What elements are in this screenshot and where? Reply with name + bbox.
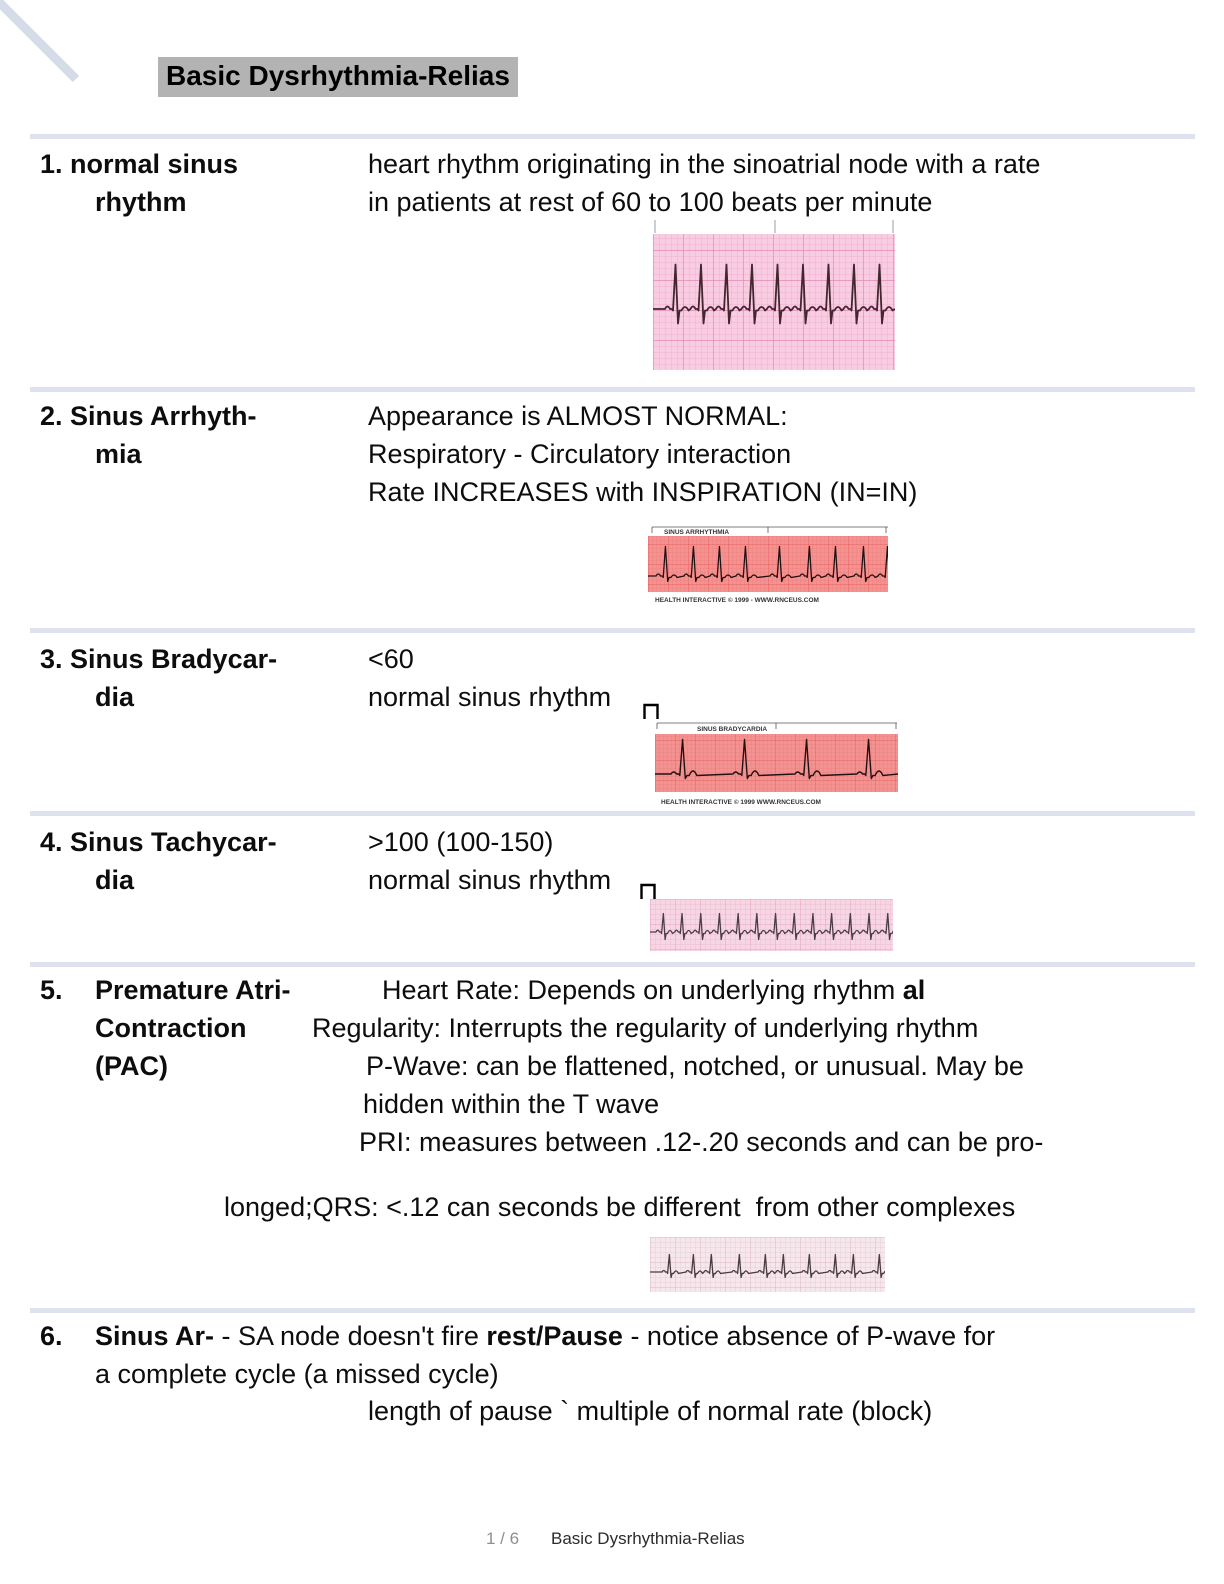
section-divider <box>30 628 1195 633</box>
term-line: dia <box>95 682 135 712</box>
definition-line: longed;QRS: <.12 can seconds be different from other complexes <box>224 1192 1016 1222</box>
section-divider <box>30 387 1195 392</box>
definition-segment: Heart Rate: Depends on underlying rhythm <box>382 975 903 1005</box>
section-divider <box>30 134 1195 139</box>
term-number: 6. <box>40 1321 63 1351</box>
definition-line: P-Wave: can be flattened, notched, or unusual. May be <box>366 1051 1024 1081</box>
definition-line: heart rhythm originating in the sinoatrial node with a rate <box>368 149 1041 179</box>
definition-line: a complete cycle (a missed cycle) <box>95 1359 499 1389</box>
term-segment-bold: Sinus Ar- <box>95 1321 215 1351</box>
ecg-sinus-arrhythmia-image <box>648 524 888 604</box>
definition-line: Respiratory - Circulatory interaction <box>368 439 792 469</box>
ecg-strip-title: SINUS ARRHYTHMIA <box>664 529 730 536</box>
definition-segment: - SA node doesn't fire <box>214 1321 487 1351</box>
definition-line: normal sinus rhythm <box>368 865 612 895</box>
ecg-strip-credit: HEALTH INTERACTIVE © 1999 - WWW.RNCEUS.COM <box>655 597 819 604</box>
term-line: mia <box>95 439 142 469</box>
definition-line: in patients at rest of 60 to 100 beats per minute <box>368 187 933 217</box>
definition-line: >100 (100-150) <box>368 827 554 857</box>
term-line: Contraction <box>95 1013 247 1043</box>
corner-decoration-line <box>0 0 92 88</box>
definition-line <box>95 1320 995 1352</box>
ecg-strip-title: SINUS BRADYCARDIA <box>697 726 768 733</box>
term-line: 3. Sinus Bradycar- <box>40 644 278 674</box>
definition-line: PRI: measures between .12-.20 seconds and can be pro- <box>359 1127 1044 1157</box>
calibration-pulse-mark <box>640 883 657 900</box>
definition-segment-bold: rest/Pause <box>486 1321 623 1351</box>
definition-segment-bold: al <box>902 975 926 1005</box>
term-line: 1. normal sinus <box>40 149 239 179</box>
definition-line: length of pause ` multiple of normal rate (block) <box>368 1396 933 1426</box>
ecg-strip-credit: HEALTH INTERACTIVE © 1999 WWW.RNCEUS.COM <box>661 799 821 806</box>
ecg-pac-image <box>650 1237 885 1292</box>
section-divider <box>30 1308 1195 1313</box>
section-divider <box>30 962 1195 967</box>
document-title: Basic Dysrhythmia-Relias <box>158 57 518 97</box>
term-line: 2. Sinus Arrhyth- <box>40 401 257 431</box>
definition-line: normal sinus rhythm <box>368 682 612 712</box>
definition-line: <60 <box>368 644 414 674</box>
term-line: (PAC) <box>95 1051 168 1081</box>
term-line: 4. Sinus Tachycar- <box>40 827 277 857</box>
calibration-pulse-mark <box>643 703 660 720</box>
definition-line: hidden within the T wave <box>363 1089 660 1119</box>
term-line: Premature Atri- <box>95 975 291 1005</box>
ecg-normal-sinus-image <box>653 220 895 370</box>
section-divider <box>30 811 1195 816</box>
definition-line: Appearance is ALMOST NORMAL: <box>368 401 788 431</box>
ecg-sinus-bradycardia-image <box>655 720 898 806</box>
term-number: 5. <box>40 975 63 1005</box>
ecg-sinus-tachycardia-image <box>650 899 893 951</box>
term-line: rhythm <box>95 187 187 217</box>
definition-segment: - notice absence of P-wave for <box>622 1321 996 1351</box>
definition-line: Rate INCREASES with INSPIRATION (IN=IN) <box>368 477 918 507</box>
definition-line: Regularity: Interrupts the regularity of underlying rhythm <box>312 1013 979 1043</box>
page-number: 1 / 6 <box>486 1529 520 1548</box>
definition-line <box>382 974 925 1006</box>
footer-title: Basic Dysrhythmia-Relias <box>551 1529 745 1548</box>
term-line: dia <box>95 865 135 895</box>
